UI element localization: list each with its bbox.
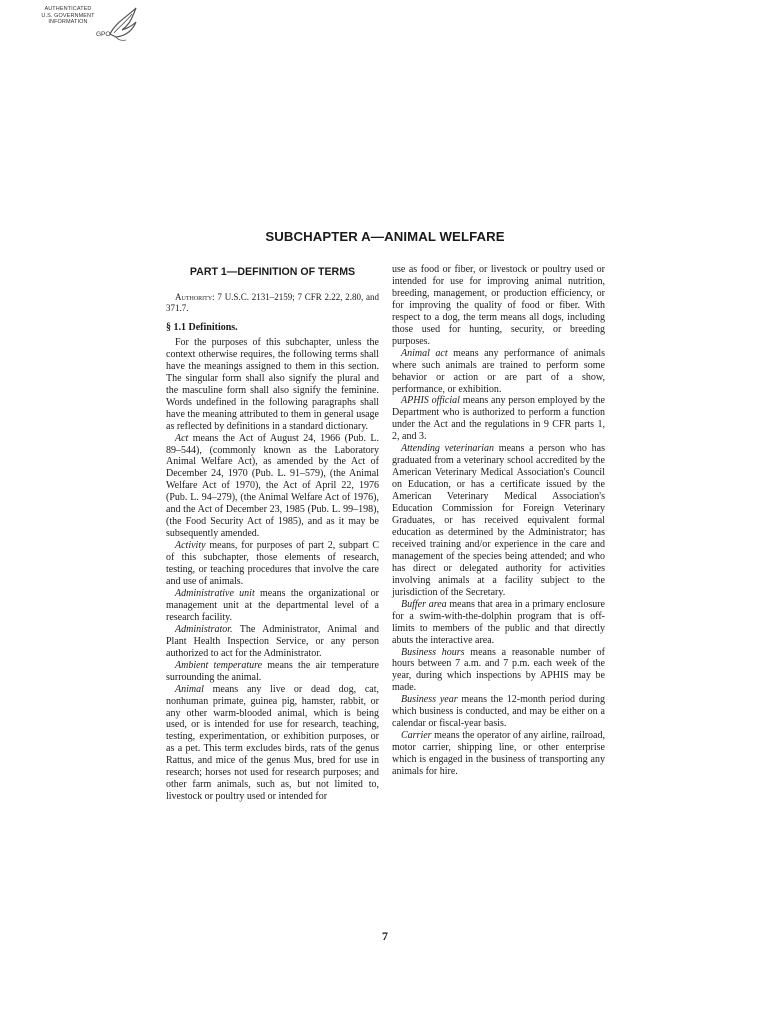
definition-text: means that area in a primary enclosure for a swim-with-the-dolphin program that is off-limits to members of the public and that directly abuts the interactive area. — [392, 598, 605, 646]
seal-line-1: AUTHENTICATED — [44, 6, 92, 12]
definition-paragraph — [392, 348, 605, 396]
definition-text: means a person who has graduated from a veterinary school accredited by the American Veterinary Medical Association's Council on Education, or has a certificate issued by the American Veterinary Medical Association's Education Commission for Foreign Veterinary Graduates, or has received equivalent formal education as determined by the Administrator; has received training and/or experience in the care and management of the species being attended; and who has direct or delegated authority for activities involving animals at a facility subject to the jurisdiction of the Secretary. — [392, 443, 605, 598]
definition-paragraph — [166, 684, 379, 804]
left-column — [166, 264, 379, 803]
definition-paragraph — [392, 647, 605, 695]
definition-term: Buffer area — [401, 598, 447, 610]
section-heading: § 1.1 Definitions. — [166, 322, 238, 333]
definition-term: Act — [175, 432, 189, 444]
definition-term: Carrier — [401, 730, 432, 742]
definition-paragraph — [166, 433, 379, 541]
definition-text: means any live or dead dog, cat, nonhuman primate, guinea pig, hamster, rabbit, or any other warm-blooded animal, which is being used, or is intended for use for research, teaching, testing, experimentation, or exhibition purposes, or as a pet. This term excludes birds, rats of the genus Rattus, and mice of the genus Mus, bred for use in research; horses not used for research purposes; and other farm animals, such as, but not limited to, livestock or poultry used or intended for — [166, 683, 379, 803]
right-definitions-list — [392, 348, 605, 778]
gpo-authentication-seal — [28, 4, 140, 46]
definition-paragraph — [392, 395, 605, 443]
definition-term: Animal — [175, 683, 204, 695]
definition-paragraph — [392, 599, 605, 647]
definition-paragraph — [166, 660, 379, 684]
authority-label: Authority: — [175, 292, 215, 302]
definition-text: means, for purposes of part 2, subpart C of this subchapter, those elements of research, testing, or teaching procedures that involve the care and use of animals. — [166, 540, 379, 588]
definition-term: Administrative unit — [175, 587, 255, 599]
definition-text: means the organizational or management unit at the departmental level of a research facility. — [166, 587, 379, 623]
definition-text: means the Act of August 24, 1966 (Pub. L. 89–544), (commonly known as the Laboratory Animal Welfare Act), as amended by the Act of December 24, 1970 (Pub. L. 91–579), (the Animal Welfare Act of 1970), the Act of April 22, 1976 (Pub. L. 94–279), (the Animal Welfare Act of 1976), and the Act of December 23, 1985 (Pub. L. 99–198), (the Food Security Act of 1985), and as it may be subsequently amended. — [166, 432, 379, 540]
definition-text: The Administrator, Animal and Plant Health Inspection Service, or any person authorized to act for the Administrator. — [166, 623, 379, 659]
definition-paragraph — [166, 588, 379, 624]
definition-term: Attending veterinarian — [401, 443, 495, 455]
definition-paragraph — [392, 694, 605, 730]
definition-text: means the air temperature surrounding the animal. — [166, 659, 379, 683]
left-definitions-list — [166, 433, 379, 804]
definition-text: means any performance of animals where such animals are trained to perform some behavior or action or are part of a show, performance, or exhibition. — [392, 347, 605, 395]
subchapter-title: SUBCHAPTER A—ANIMAL WELFARE — [265, 229, 505, 244]
seal-text — [28, 6, 108, 26]
authority-text: 7 U.S.C. 2131–2159; 7 CFR 2.22, 2.80, and 371.7. — [166, 292, 379, 313]
definition-term: Animal act — [401, 347, 448, 359]
definition-paragraph — [392, 730, 605, 778]
page-number: 7 — [382, 929, 388, 943]
definition-text: means any person employed by the Department who is authorized to perform a function under the Act and the regulations in 9 CFR parts 1, 2, and 3. — [392, 395, 605, 443]
definition-term: Administrator. — [175, 623, 233, 635]
authority-note — [166, 292, 379, 314]
right-column — [392, 264, 605, 778]
seal-line-2: U.S. GOVERNMENT — [41, 12, 95, 19]
definition-term: Ambient temperature — [175, 659, 263, 671]
definition-paragraph — [166, 540, 379, 588]
continuation-paragraph: use as food or fiber, or livestock or poultry used or intended for use for improving animal nutrition, breeding, management, or production efficiency, or for improving the quality of food or fiber. With respect to a dog, the term means all dogs, including those used for hunting, security, or breeding purposes. — [392, 264, 605, 347]
definition-paragraph — [392, 443, 605, 598]
definition-paragraph — [166, 624, 379, 660]
definition-text: means the 12-month period during which business is conducted, and may be either on a calendar or fiscal-year basis. — [392, 694, 605, 730]
seal-gpo-label: GPO — [96, 31, 111, 38]
part-title: PART 1—DEFINITION OF TERMS — [189, 266, 356, 278]
intro-paragraph: For the purposes of this subchapter, unless the context otherwise requires, the following terms shall have the meanings assigned to them in this section. The singular form shall also signify the plural and the masculine form shall also signify the feminine. Words undefined in the following paragraphs shall have the meaning attributed to them in general usage as reflected by definitions in a standard dictionary. — [166, 336, 379, 432]
definition-text: means the operator of any airline, railroad, motor carrier, shipping line, or other enterprise which is engaged in the business of transporting any animals for hire. — [392, 730, 605, 778]
eagle-icon — [106, 4, 140, 44]
definition-text: means a reasonable number of hours between 7 a.m. and 7 p.m. each week of the year, during which inspections by APHIS may be made. — [392, 646, 605, 694]
seal-line-3: INFORMATION — [48, 19, 88, 25]
definition-term: Business hours — [401, 646, 465, 658]
definition-term: Business year — [401, 694, 458, 706]
definition-term: APHIS official — [401, 395, 460, 407]
definition-term: Activity — [175, 540, 206, 552]
